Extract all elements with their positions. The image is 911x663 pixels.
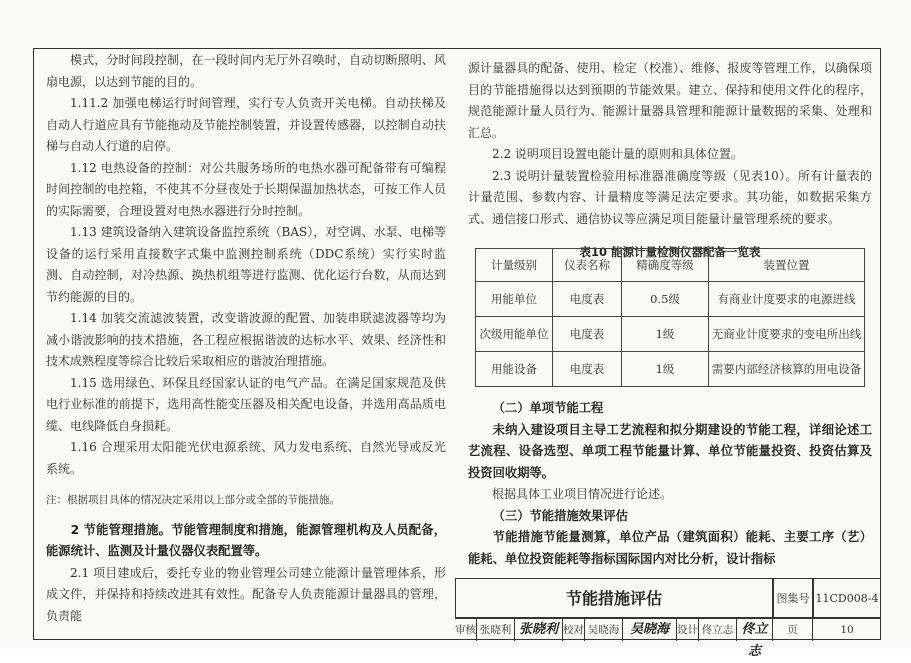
- paragraph: 1.13 建筑设备纳入建筑设备监控系统（BAS），对空调、水泵、电梯等设备的运行采用直接数字式集中监测控制系统（DDC系统）实行实时监测、自动控制，对冷热源、换热机组等进行监测、优化运行台数，从而达到节约能源的目的。: [46, 225, 446, 304]
- atlas-number-label: 图集号: [773, 578, 813, 618]
- table-cell: 需要内部经济核算的用电设备: [709, 352, 865, 387]
- page-label: 页: [773, 619, 813, 641]
- paragraph: 模式，分时间段控制，在一段时间内无厅外召唤时，自动切断照明、风扇电源，以达到节能的目的。: [46, 53, 446, 89]
- table-cell: 0.5级: [622, 282, 709, 317]
- paragraph: 1.14 加装交流滤波装置，改变谐波源的配置、加装串联滤波器等均为减小谐波影响的技术措施，各工程应根据谐波的达标水平、效果、经济性和技术成熟程度等综合比较后采取相应的谐波治理措施。: [46, 311, 446, 368]
- drawing-title: 节能措施评估: [455, 578, 773, 618]
- paragraph: 2.3 说明计量装置检验用标准器准确度等级（见表10）。所有计量表的计量范围、参数内容、计量精度等满足法定要求。其功能，如数据采集方式、通信接口形式、通信协议等应满足项目能量计量管理系统的要求。: [468, 168, 872, 226]
- section-heading: （二）单项节能工程: [492, 401, 604, 415]
- sign-row: [455, 618, 881, 659]
- table-cell: 用能设备: [476, 352, 553, 387]
- design-label: 设计: [677, 619, 699, 641]
- checker-signature: 吴晓海: [623, 619, 677, 641]
- reviewer-signature: 张晓利: [515, 619, 563, 641]
- note: 注：根据项目具体的情况决定采用以上部分或全部的节能措施。: [46, 494, 340, 506]
- reviewer-name: 张晓利: [477, 619, 515, 641]
- paragraph: 1.11.2 加强电梯运行时间管理，实行专人负责开关电梯。自动扶梯及自动人行道应具有节能拖动及节能控制装置，并设置传感器，以控制自动扶梯与自动人行道的启停。: [46, 96, 446, 153]
- table-cell: 电度表: [553, 317, 622, 352]
- meter-table: [475, 248, 865, 387]
- table-cell: 电度表: [553, 352, 622, 387]
- check-label: 校对: [563, 619, 585, 641]
- table-row: [476, 352, 865, 387]
- table-cell: 电度表: [553, 282, 622, 317]
- table-cell: 无商业计度要求的变电所出线: [709, 317, 865, 352]
- section-heading: 2 节能管理措施。节能管理制度和措施，能源管理机构及人员配备，能源统计、监测及计量仪器仪表配置等。: [46, 522, 446, 558]
- table-header: 装置位置: [709, 249, 865, 282]
- table-cell: 1级: [622, 317, 709, 352]
- table-row: [476, 317, 865, 352]
- table-cell: 用能单位: [476, 282, 553, 317]
- paragraph: 2.2 说明项目设置电能计量的原则和具体位置。: [492, 147, 743, 161]
- table-header: 计量级别: [476, 249, 553, 282]
- paragraph-bold: 未纳入建设项目主导工艺流程和拟分期建设的节能工程，详细论述工艺流程、设备选型、单项工程节能量计算、单位节能量投资、投资估算及投资回收期等。: [468, 422, 872, 480]
- table-caption: 表10 能源计量检测仪器配备一览表: [579, 245, 761, 259]
- review-label: 审核: [455, 619, 477, 641]
- right-column-lower: [468, 398, 872, 570]
- section-heading: （三）节能措施效果评估: [492, 508, 628, 523]
- paragraph: 2.1 项目建成后，委托专业的物业管理公司建立能源计量管理体系，形成文件，并保持和持续改进其有效性。配备专人负责能源计量器具的管理，负责能: [46, 565, 446, 623]
- paragraph: 根据具体工业项目情况进行论述。: [492, 487, 673, 501]
- table-cell: 有商业计度要求的电源进线: [709, 282, 865, 317]
- table-cell: 次级用能单位: [476, 317, 553, 352]
- table-row: [476, 282, 865, 317]
- left-column: [46, 50, 446, 627]
- page-number: 10: [840, 624, 854, 636]
- paragraph: 1.16 合理采用太阳能光伏电源系统、风力发电系统、自然光导或反光系统。: [46, 440, 446, 476]
- designer-name: 佟立志: [699, 619, 737, 641]
- table-header: 仪表名称: [553, 249, 622, 282]
- paragraph: 1.12 电热设备的控制：对公共服务场所的电热水器可配备带有可编程时间控制的电控箱，不使其不分昼夜处于长期保温加热状态，可按工作人员的实际需要，合理设置对电热水器进行分时控制。: [46, 160, 446, 218]
- designer-signature: 佟立志: [737, 619, 773, 641]
- checker-name: 吴晓海: [585, 619, 623, 641]
- atlas-number: 11CD008-4: [813, 578, 881, 618]
- table-header: 精确度等级: [622, 249, 709, 282]
- table-cell: 1级: [622, 352, 709, 387]
- right-column: [468, 58, 872, 273]
- table-header-row: [476, 249, 865, 282]
- paragraph: 1.15 选用绿色、环保且经国家认证的电气产品。在满足国家规范及供电行业标准的前提下，选用高性能变压器及相关配电设备，并选用高品质电缆、电线降低自身损耗。: [46, 375, 446, 433]
- paragraph-bold: 节能措施节能量测算，单位产品（建筑面积）能耗、主要工序（艺）能耗、单位投资能耗等指标国际国内对比分析，设计指标: [468, 530, 872, 566]
- paragraph: 源计量器具的配备、使用、检定（校准）、维修、报废等管理工作，以确保项目的节能措施得以达到预期的节能效果。建立、保持和使用文件化的程序，规范能源计量人员行为、能源计量器具管理和能源计量数据的采集、处理和汇总。: [468, 61, 872, 140]
